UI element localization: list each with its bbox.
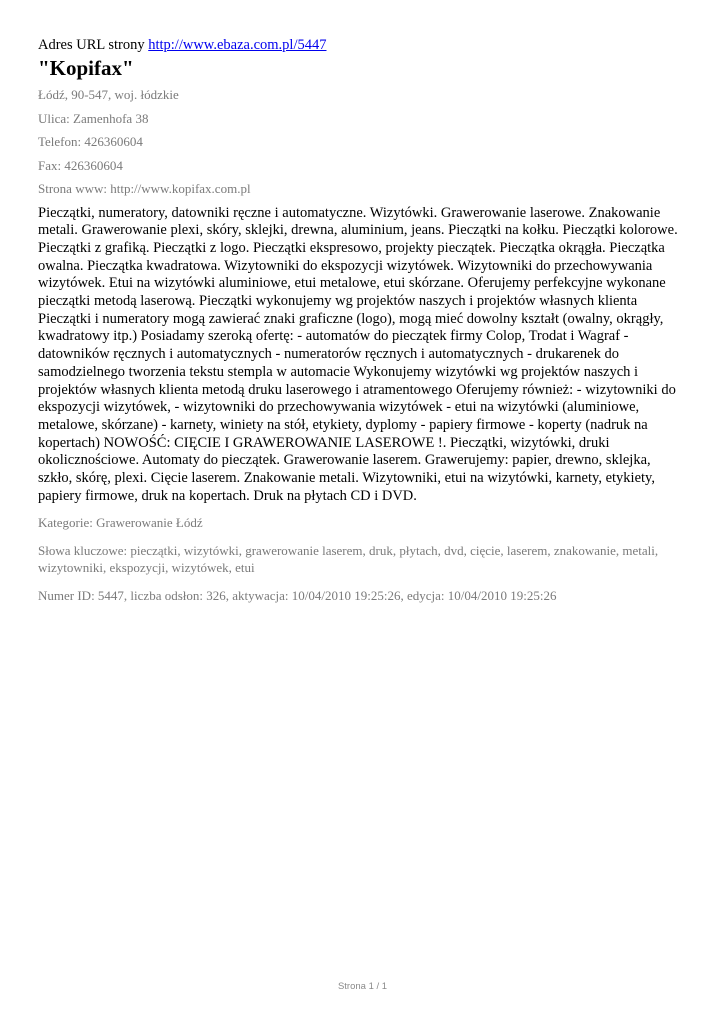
- company-location: Łódź, 90-547, woj. łódzkie: [38, 87, 179, 102]
- company-name: "Kopifax": [38, 56, 134, 80]
- company-website: Strona www: http://www.kopifax.com.pl: [38, 181, 251, 196]
- document-page: [38, 36, 688, 614]
- url-line: [38, 36, 688, 54]
- company-description: Pieczątki, numeratory, datowniki ręczne i automatyczne. Wizytówki. Grawerowanie laserowe. Znakowanie metali. Grawerowanie plexi, skóry, sklejki, drewna, aluminium, jeans. Pieczątki na kołku. Pieczątki kolorowe. Pieczątki z grafiką. Pieczątki z logo. Pieczątki ekspresowo, projekty pieczątek. Pieczątka okrągła. Pieczątka owalna. Pieczątka kwadratowa. Wizytowniki do ekspozycji wizytówek. Wizytowniki do przechowywania wizytówek. Etui na wizytówki aluminiowe, etui metalowe, etui skórzane. Oferujemy perfekcyjne wykonane pieczątki metodą laserową. Pieczątki wykonujemy wg projektów naszych i projektów własnych klienta Pieczątki i numeratory mogą zawierać znaki graficzne (logo), mogą mieć dowolny kształt (owalny, okrągły, kwadratowy itp.) Posiadamy szeroką ofertę: - automatów do pieczątek firmy Colop, Trodat i Wagraf - datowników ręcznych i automatycznych - numeratorów ręcznych i automatycznych - drukarenek do samodzielnego tworzenia tekstu stempla w automacie Wykonujemy wizytówki wg projektów naszych i projektów własnych klienta metodą druku laserowego i atramentowego Oferujemy również: - wizytowniki do ekspozycji wizytówek, - wizytowniki do przechowywania wizytówek - etui na wizytówki (aluminiowe, metalowe, skórzane) - karnety, winiety na stół, etykiety, dyplomy - papiery firmowe - koperty (nadruk na kopertach) NOWOŚĆ: CIĘCIE I GRAWEROWANIE LASEROWE !. Pieczątki, wizytówki, druki okolicznościowe. Automaty do pieczątek. Grawerowanie laserem. Grawerujemy: papier, drewno, sklejka, szkło, skórę, plexi. Cięcie laserem. Znakowanie metali. Wizytowniki, etui na wizytówki, karnety, etykiety, papiery firmowe, druk na kopertach. Druk na płytach CD i DVD.: [38, 204, 678, 504]
- record-info-line: Numer ID: 5447, liczba odsłon: 326, aktywacja: 10/04/2010 19:25:26, edycja: 10/04/2010 19:25:26: [38, 587, 557, 603]
- company-phone: Telefon: 426360604: [38, 134, 143, 149]
- categories-line: Kategorie: Grawerowanie Łódź: [38, 515, 203, 531]
- url-label: Adres URL strony: [38, 37, 145, 53]
- company-fax: Fax: 426360604: [38, 157, 123, 173]
- page-number-footer: Strona 1 / 1: [337, 981, 388, 992]
- keywords-line: Słowa kluczowe: pieczątki, wizytówki, grawerowanie laserem, druk, płytach, dvd, cięcie, laserem, znakowanie, metali, wizytowniki, ekspozycji, wizytówek, etui: [38, 542, 659, 576]
- page-url-link[interactable]: http://www.ebaza.com.pl/5447: [148, 37, 327, 53]
- company-street: Ulica: Zamenhofa 38: [38, 110, 149, 126]
